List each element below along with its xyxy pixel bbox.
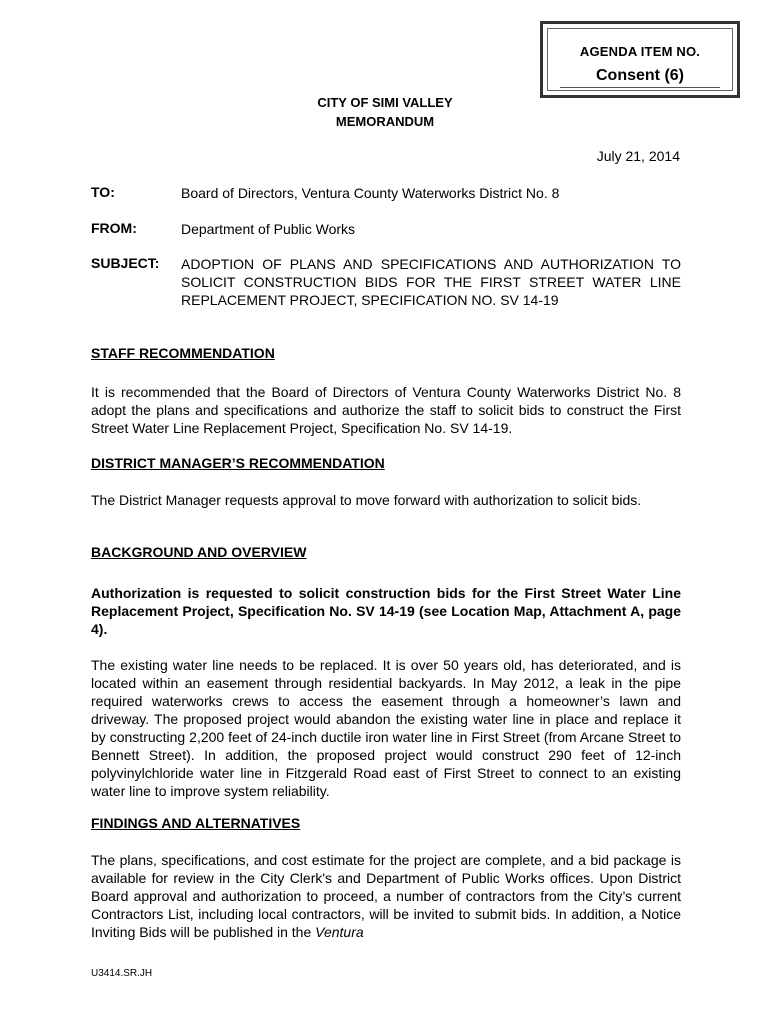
findings-paragraph [91,851,681,941]
agenda-item-underline [560,87,720,88]
memo-date: July 21, 2014 [596,148,680,164]
background-bold-paragraph: Authorization is requested to solicit construction bids for the First Street Water Line Replacement Project, Specification No. SV 14-19 (see Location Map, Attachment A, page 4). [91,585,681,637]
agenda-item-label: AGENDA ITEM NO. [579,44,701,59]
from-value: Department of Public Works [181,221,356,237]
district-manager-heading: DISTRICT MANAGER’S RECOMMENDATION [91,455,385,471]
agenda-item-value: Consent (6) [596,67,684,84]
subject-label: SUBJECT: [91,255,160,271]
findings-italic-tail: Ventura [315,924,364,940]
findings-text: The plans, specifications, and cost estimate for the project are complete, and a bid package is available for review in the City Clerk's and Department of Public Works offices. Upon District Board approval and authorization to proceed, a number of contractors from the City’s current Contractors List, including local contractors, will be invited to submit bids. In addition, a Notice Inviting Bids will be published in the [91,852,681,940]
to-value: Board of Directors, Ventura County Waterworks District No. 8 [181,185,560,201]
staff-recommendation-text: It is recommended that the Board of Directors of Ventura County Waterworks District No. 8 adopt the plans and specifications and authorize the staff to solicit bids to construct the First Street Water Line Replacement Project, Specification No. SV 14-19. [91,384,681,436]
from-label: FROM: [91,220,137,236]
city-title: CITY OF SIMI VALLEY [317,95,453,110]
footer-code: U3414.SR.JH [91,968,153,979]
to-label: TO: [91,184,115,200]
district-manager-text: The District Manager requests approval to move forward with authorization to solicit bids. [91,492,642,508]
memorandum-title: MEMORANDUM [335,114,435,129]
staff-recommendation-heading: STAFF RECOMMENDATION [91,345,275,361]
background-paragraph: The existing water line needs to be replaced. It is over 50 years old, has deteriorated, and is located within an easement through residential backyards. In May 2012, a leak in the pipe required waterworks crews to access the easement through a homeowner’s lawn and driveway. The proposed project would abandon the existing water line in place and replace it by constructing 2,200 feet of 24-inch ductile iron water line in First Street (from Arcane Street to Bennett Street). In addition, the proposed project would construct 290 feet of 12-inch polyvinylchloride water line in Fitzgerald Road east of First Street to connect to an existing water line to improve system reliability. [91,657,681,799]
background-heading: BACKGROUND AND OVERVIEW [91,544,307,560]
findings-heading: FINDINGS AND ALTERNATIVES [91,815,301,831]
subject-value: ADOPTION OF PLANS AND SPECIFICATIONS AND AUTHORIZATION TO SOLICIT CONSTRUCTION BIDS FOR THE FIRST STREET WATER LINE REPLACEMENT PROJECT, SPECIFICATION NO. SV 14-19 [181,256,681,308]
